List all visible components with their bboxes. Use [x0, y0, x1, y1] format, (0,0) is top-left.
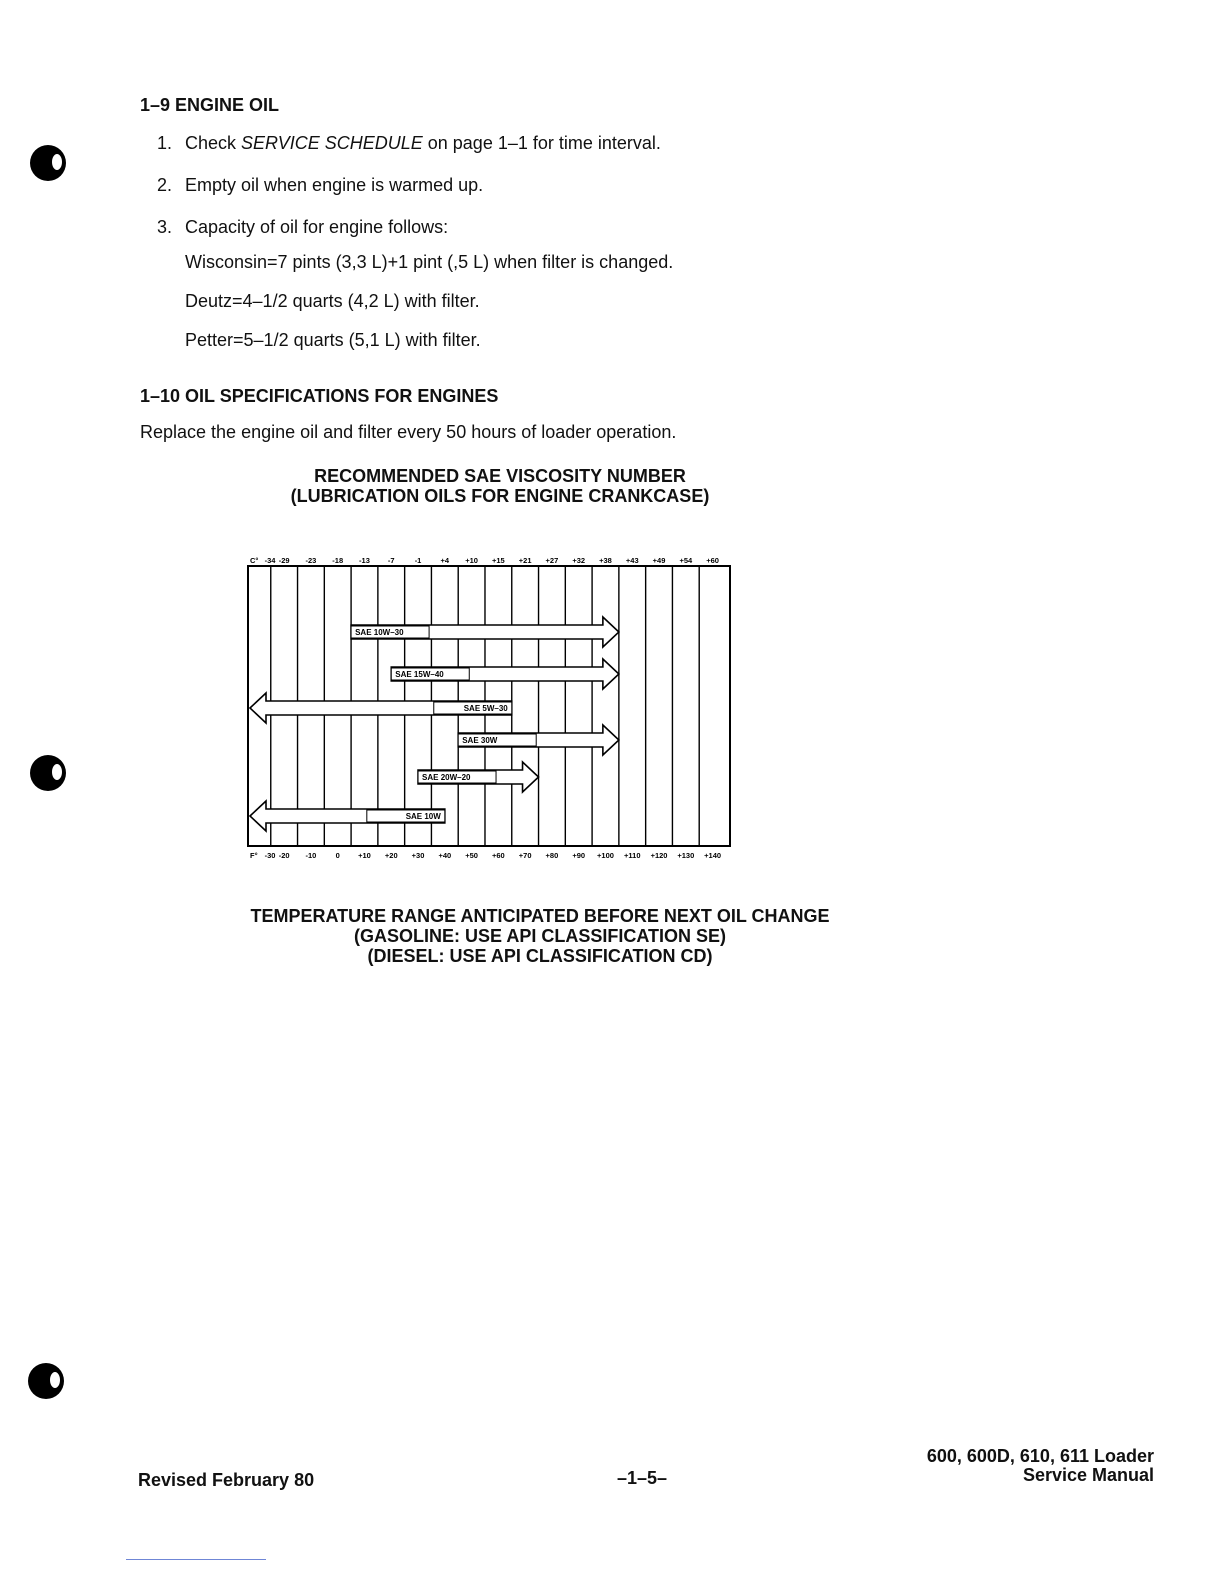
celsius-tick-label: +54: [679, 556, 693, 565]
celsius-tick-label: +43: [625, 556, 639, 565]
chart-title: [200, 466, 800, 506]
fahrenheit-tick-label: +60: [492, 851, 505, 860]
step-2-number: 2.: [157, 175, 173, 195]
viscosity-label: SAE 20W–20: [422, 773, 471, 782]
step-1-number: 1.: [157, 133, 173, 153]
footer-revision: Revised February 80: [138, 1470, 315, 1490]
step-1: [157, 133, 661, 154]
celsius-tick-label: -29: [278, 556, 290, 565]
viscosity-label: SAE 10W–30: [355, 628, 404, 637]
celsius-tick-label: +4: [440, 556, 450, 565]
fahrenheit-tick-label: -20: [278, 851, 290, 860]
celsius-unit-label: C°: [250, 556, 259, 565]
celsius-tick-label: +15: [492, 556, 505, 565]
binder-hole-middle: [30, 755, 66, 791]
step-2: [157, 175, 483, 196]
footer-model-line: 600, 600D, 610, 611 Loader: [926, 1446, 1154, 1466]
fahrenheit-tick-label: +80: [545, 851, 559, 860]
footer-rule: [126, 1559, 266, 1560]
capacity-deutz: Deutz=4–1/2 quarts (4,2 L) with filter.: [185, 291, 480, 311]
fahrenheit-tick-label: +30: [411, 851, 425, 860]
celsius-tick-label: +10: [465, 556, 478, 565]
temperature-caption-line-2: (GASOLINE: USE API CLASSIFICATION SE): [353, 926, 726, 946]
celsius-tick-label: -13: [359, 556, 370, 565]
capacity-wisconsin: Wisconsin=7 pints (3,3 L)+1 pint (,5 L) when filter is changed.: [185, 252, 674, 272]
celsius-tick-label: -1: [414, 556, 422, 565]
viscosity-label: SAE 5W–30: [463, 704, 508, 713]
fahrenheit-tick-label: -30: [264, 851, 276, 860]
capacity-petter: Petter=5–1/2 quarts (5,1 L) with filter.: [185, 330, 481, 350]
chart-title-line-1: RECOMMENDED SAE VISCOSITY NUMBER: [314, 466, 686, 486]
oil-change-instruction: Replace the engine oil and filter every 50 hours of loader operation.: [140, 422, 677, 442]
service-schedule-reference: SERVICE SCHEDULE: [241, 133, 423, 153]
step-3-text: Capacity of oil for engine follows:: [185, 217, 449, 237]
footer-manual-title: [927, 1447, 1154, 1485]
binder-hole-top: [30, 145, 66, 181]
fahrenheit-tick-label: +70: [518, 851, 532, 860]
section-heading-engine-oil: 1–9 ENGINE OIL: [140, 95, 280, 115]
fahrenheit-tick-label: 0: [335, 851, 340, 860]
temperature-caption: [140, 906, 940, 966]
celsius-tick-label: +27: [545, 556, 559, 565]
celsius-tick-label: -18: [332, 556, 344, 565]
fahrenheit-tick-label: +130: [677, 851, 695, 860]
step-3-number: 3.: [157, 217, 173, 237]
celsius-tick-label: +49: [652, 556, 666, 565]
fahrenheit-tick-label: -10: [305, 851, 317, 860]
viscosity-label: SAE 30W: [462, 736, 498, 745]
celsius-tick-label: -23: [305, 556, 317, 565]
fahrenheit-unit-label: F°: [250, 851, 258, 860]
celsius-tick-label: +38: [599, 556, 612, 565]
chart-title-line-2: (LUBRICATION OILS FOR ENGINE CRANKCASE): [290, 486, 710, 506]
temperature-caption-line-1: TEMPERATURE RANGE ANTICIPATED BEFORE NEXT OIL CHANGE: [250, 906, 830, 926]
fahrenheit-tick-label: +120: [650, 851, 668, 860]
viscosity-chart: [240, 552, 740, 864]
footer-service-manual: Service Manual: [1022, 1465, 1154, 1485]
step-2-text: Empty oil when engine is warmed up.: [185, 175, 484, 195]
section-heading-oil-specifications: 1–10 OIL SPECIFICATIONS FOR ENGINES: [140, 386, 499, 406]
celsius-tick-label: -34: [264, 556, 276, 565]
fahrenheit-tick-label: +50: [465, 851, 478, 860]
fahrenheit-tick-label: +100: [597, 851, 614, 860]
temperature-caption-line-3: (DIESEL: USE API CLASSIFICATION CD): [367, 946, 713, 966]
celsius-tick-label: +21: [518, 556, 532, 565]
fahrenheit-tick-label: +20: [384, 851, 398, 860]
celsius-tick-label: +60: [706, 556, 719, 565]
fahrenheit-tick-label: +110: [624, 851, 641, 860]
celsius-tick-label: +32: [572, 556, 586, 565]
celsius-tick-label: -7: [387, 556, 395, 565]
fahrenheit-tick-label: +10: [358, 851, 371, 860]
fahrenheit-tick-label: +40: [438, 851, 452, 860]
fahrenheit-tick-label: +90: [572, 851, 586, 860]
step-1-prefix: Check: [185, 133, 242, 153]
viscosity-label: SAE 15W–40: [395, 670, 444, 679]
fahrenheit-tick-label: +140: [704, 851, 722, 860]
step-1-suffix: on page 1–1 for time interval.: [422, 133, 661, 153]
chart-bars: [250, 617, 619, 831]
step-3: [157, 217, 448, 238]
viscosity-label: SAE 10W: [405, 812, 441, 821]
binder-hole-bottom: [28, 1363, 64, 1399]
footer-page-number: –1–5–: [617, 1468, 668, 1488]
